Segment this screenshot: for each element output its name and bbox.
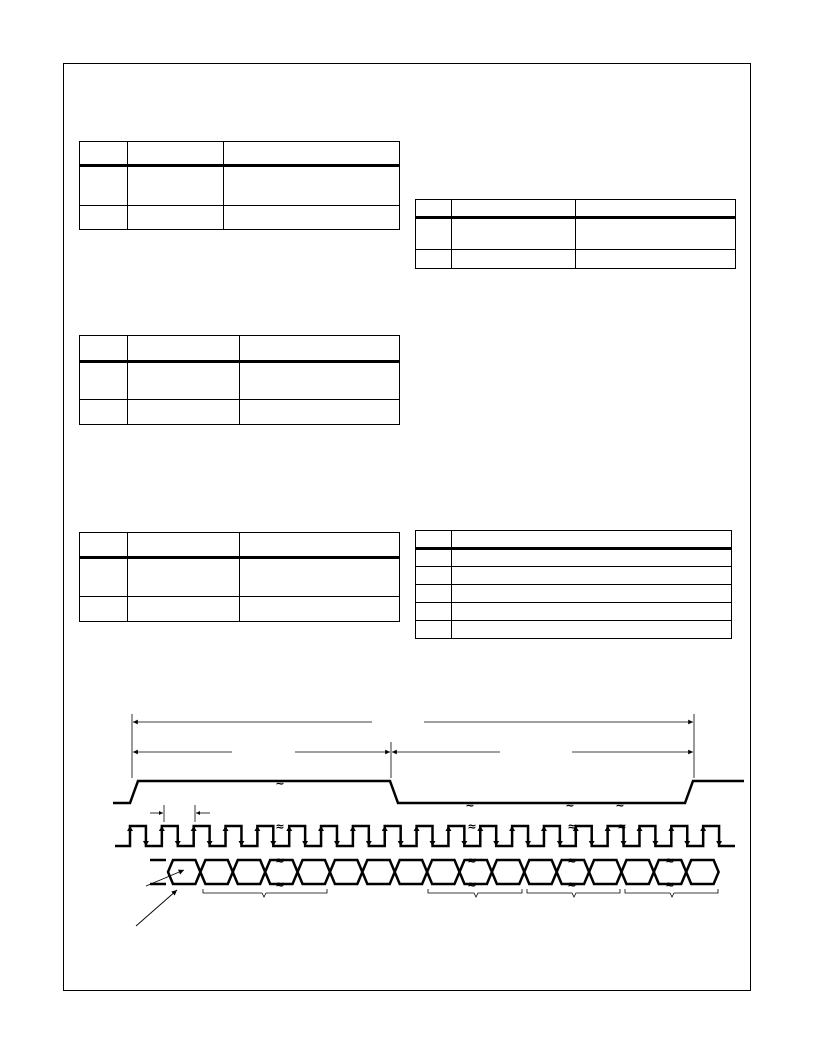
break-mark: ≈ [275, 820, 285, 833]
break-mark: ≈ [567, 820, 577, 833]
dimension-extension-lines [132, 714, 694, 778]
break-mark: ≈ [567, 878, 577, 891]
break-mark: ≈ [617, 820, 627, 833]
break-mark: ≈ [565, 798, 575, 811]
data-signal [150, 854, 719, 891]
data-waveform [150, 860, 719, 884]
break-mark: ≈ [615, 798, 625, 811]
break-mark: ≈ [275, 878, 285, 891]
callout-pointers [136, 870, 184, 926]
break-mark: ≈ [665, 878, 675, 891]
break-mark: ≈ [275, 854, 285, 867]
break-mark: ≈ [465, 798, 475, 811]
break-mark: ≈ [467, 820, 477, 833]
break-mark: ≈ [467, 854, 477, 867]
break-mark: ≈ [567, 854, 577, 867]
break-mark: ≈ [467, 878, 477, 891]
setup-hold-markers [150, 805, 210, 822]
dimension-arrows [133, 722, 693, 752]
break-mark: ≈ [275, 776, 285, 789]
clock-signal [115, 820, 735, 846]
break-mark: ≈ [665, 854, 675, 867]
frame-signal-waveform [113, 781, 744, 803]
